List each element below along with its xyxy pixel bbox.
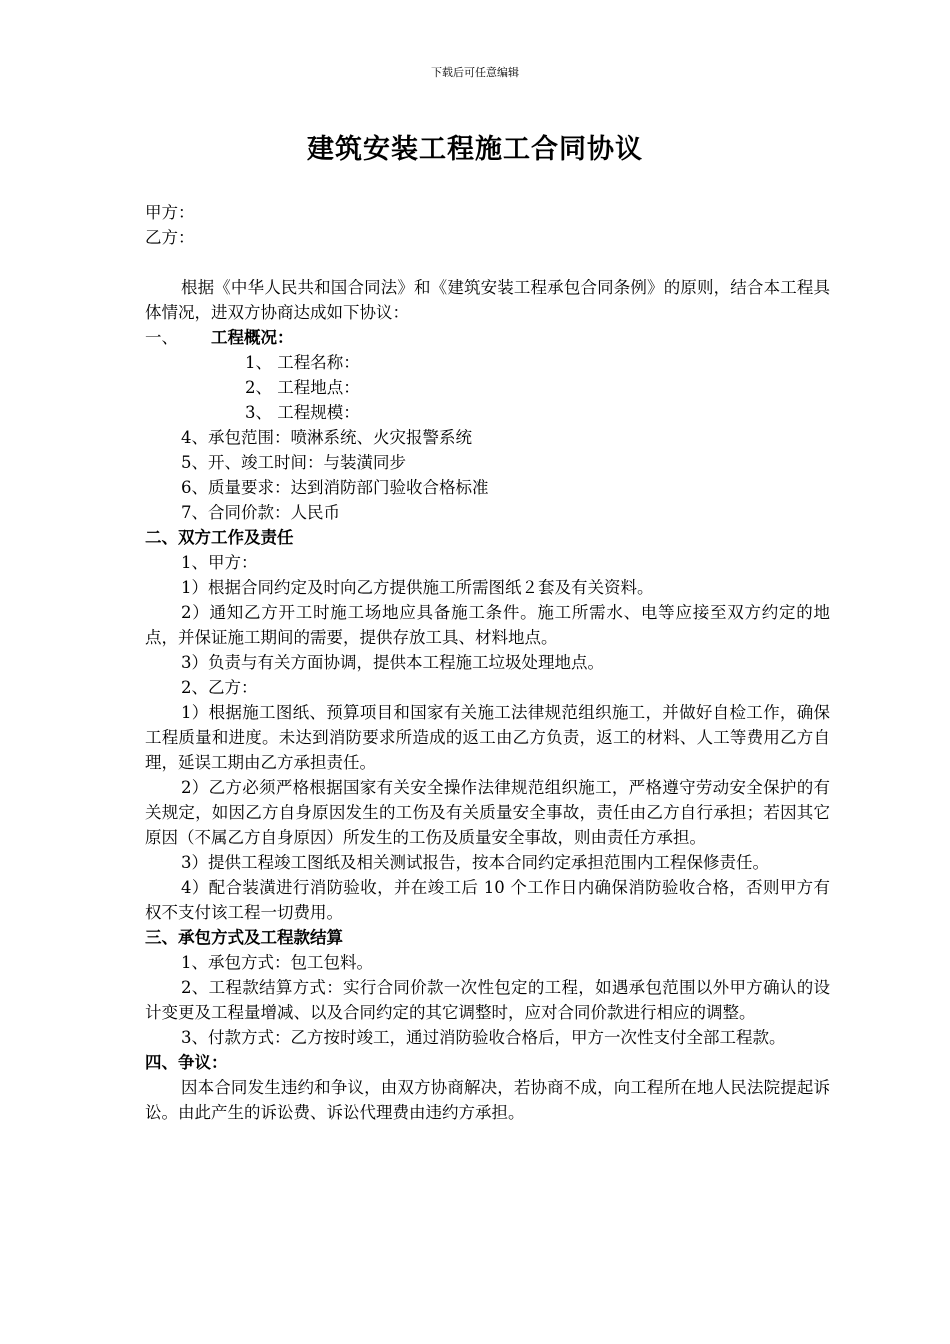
list-item: 3）提供工程竣工图纸及相关测试报告，按本合同约定承担范围内工程保修责任。 — [181, 853, 769, 872]
section-1-number: 一、 — [145, 328, 178, 347]
list-item: 7、合同价款：人民币 — [181, 503, 340, 522]
list-item: 6、质量要求：达到消防部门验收合格标准 — [181, 478, 489, 497]
section-2-heading: 二、双方工作及责任 — [145, 528, 294, 547]
section-1-heading — [145, 325, 830, 350]
blank-line — [145, 250, 830, 275]
list-item: 3）负责与有关方面协调，提供本工程施工垃圾处理地点。 — [181, 653, 604, 672]
section-3-heading: 三、承包方式及工程款结算 — [145, 928, 343, 947]
list-item: 3、 工程规模： — [245, 403, 360, 422]
list-item: 1）根据施工图纸、预算项目和国家有关施工法律规范组织施工，并做好自检工作，确保工程质量和进度。未达到消防要求所造成的返工由乙方负责，返工的材料、人工等费用乙方自理，延误工期由乙方承担责任。 — [145, 703, 830, 772]
party-b-subheading: 2、乙方： — [181, 678, 258, 697]
list-item: 2）乙方必须严格根据国家有关安全操作法律规范组织施工，严格遵守劳动安全保护的有关规定，如因乙方自身原因发生的工伤及有关质量安全事故，责任由乙方自行承担；若因其它原因（不属乙方自身原因）所发生的工伤及质量安全事故，则由责任方承担。 — [145, 778, 830, 847]
document-body — [145, 200, 830, 1125]
document-title: 建筑安装工程施工合同协议 — [307, 134, 643, 165]
list-item: 4）配合装潢进行消防验收，并在竣工后 10 个工作日内确保消防验收合格，否则甲方有权不支付该工程一切费用。 — [145, 878, 830, 922]
list-item: 4、承包范围：喷淋系统、火灾报警系统 — [181, 428, 472, 447]
list-item: 1、承包方式：包工包料。 — [181, 953, 373, 972]
list-item: 3、付款方式：乙方按时竣工，通过消防验收合格后，甲方一次性支付全部工程款。 — [181, 1028, 786, 1047]
party-b-line: 乙方： — [145, 228, 195, 247]
intro-paragraph: 根据《中华人民共和国合同法》和《建筑安装工程承包合同条例》的原则，结合本工程具体情况，进双方协商达成如下协议： — [145, 278, 830, 322]
list-item: 1、 工程名称： — [245, 353, 360, 372]
party-a-subheading: 1、甲方： — [181, 553, 258, 572]
section-4-paragraph: 因本合同发生违约和争议，由双方协商解决，若协商不成，向工程所在地人民法院提起诉讼。由此产生的诉讼费、诉讼代理费由违约方承担。 — [145, 1078, 830, 1122]
section-4-heading: 四、争议： — [145, 1053, 228, 1072]
party-a-line: 甲方： — [145, 203, 195, 222]
list-item: 1）根据合同约定及时向乙方提供施工所需图纸２套及有关资料。 — [181, 578, 654, 597]
page-header-note: 下载后可任意编辑 — [431, 66, 519, 79]
list-item: 2、工程款结算方式：实行合同价款一次性包定的工程，如遇承包范围以外甲方确认的设计变更及工程量增减、以及合同约定的其它调整时，应对合同价款进行相应的调整。 — [145, 978, 830, 1022]
list-item: 2、 工程地点： — [245, 378, 360, 397]
section-1-title: 工程概况： — [211, 328, 294, 347]
list-item: 2）通知乙方开工时施工场地应具备施工条件。施工所需水、电等应接至双方约定的地点，并保证施工期间的需要，提供存放工具、材料地点。 — [145, 603, 830, 647]
list-item: 5、开、竣工时间：与装潢同步 — [181, 453, 406, 472]
